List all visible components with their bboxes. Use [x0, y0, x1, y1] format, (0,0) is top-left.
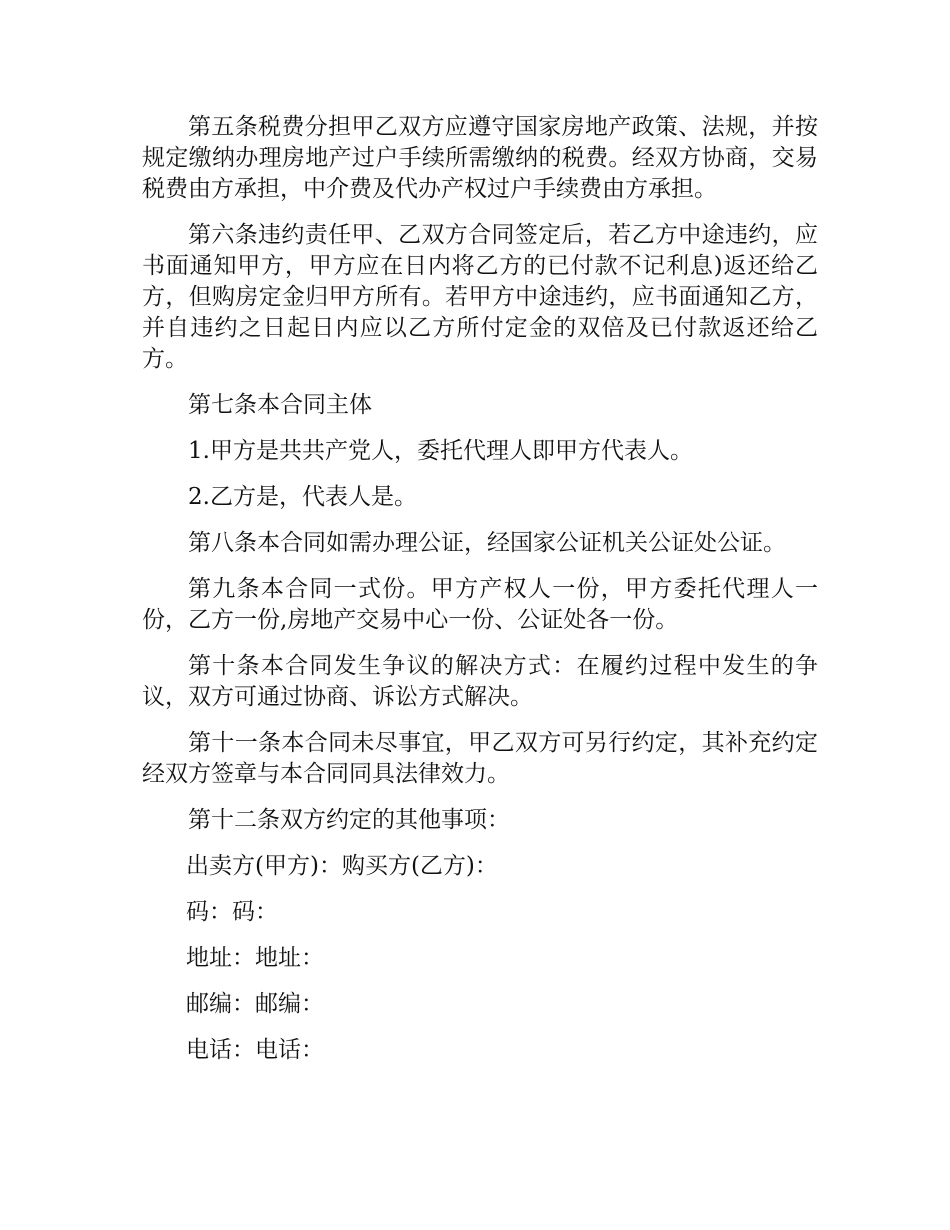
document-body: [142, 112, 818, 1081]
article-10-dispute-resolution: 第十条本合同发生争议的解决方式：在履约过程中发生的争议，双方可通过协商、诉讼方式解决。: [142, 653, 818, 710]
party-b-clause: 2.乙方是，代表人是。: [188, 484, 417, 510]
signature-parties-line: 出卖方(甲方)：购买方(乙方)：: [186, 853, 498, 879]
signature-address-line: 地址：地址：: [186, 945, 324, 971]
signature-code-line: 码：码：: [186, 899, 278, 925]
article-5-tax-fees: 第五条税费分担甲乙双方应遵守国家房地产政策、法规，并按规定缴纳办理房地产过户手续所需缴纳的税费。经双方协商，交易税费由方承担，中介费及代办产权过户手续费由方承担。: [142, 114, 818, 202]
signature-phone-line: 电话：电话：: [186, 1037, 324, 1063]
article-6-breach-liability: 第六条违约责任甲、乙双方合同签定后，若乙方中途违约，应书面通知甲方，甲方应在日内将乙方的已付款不记利息)返还给乙方，但购房定金归甲方所有。若甲方中途违约，应书面通知乙方，并自违约之日起日内应以乙方所付定金的双倍及已付款返还给乙方。: [142, 222, 818, 372]
article-11-supplementary: 第十一条本合同未尽事宜，甲乙双方可另行约定，其补充约定经双方签章与本合同同具法律效力。: [142, 730, 818, 787]
signature-postcode-line: 邮编：邮编：: [186, 991, 324, 1017]
article-7-contract-parties: 第七条本合同主体: [188, 392, 372, 418]
party-a-clause: 1.甲方是共共产党人，委托代理人即甲方代表人。: [188, 438, 693, 464]
article-12-other-matters: 第十二条双方约定的其他事项：: [188, 807, 510, 833]
article-9-copies: 第九条本合同一式份。甲方产权人一份，甲方委托代理人一份，乙方一份,房地产交易中心一份、公证处各一份。: [142, 576, 818, 633]
article-8-notarization: 第八条本合同如需办理公证，经国家公证机关公证处公证。: [188, 530, 786, 556]
